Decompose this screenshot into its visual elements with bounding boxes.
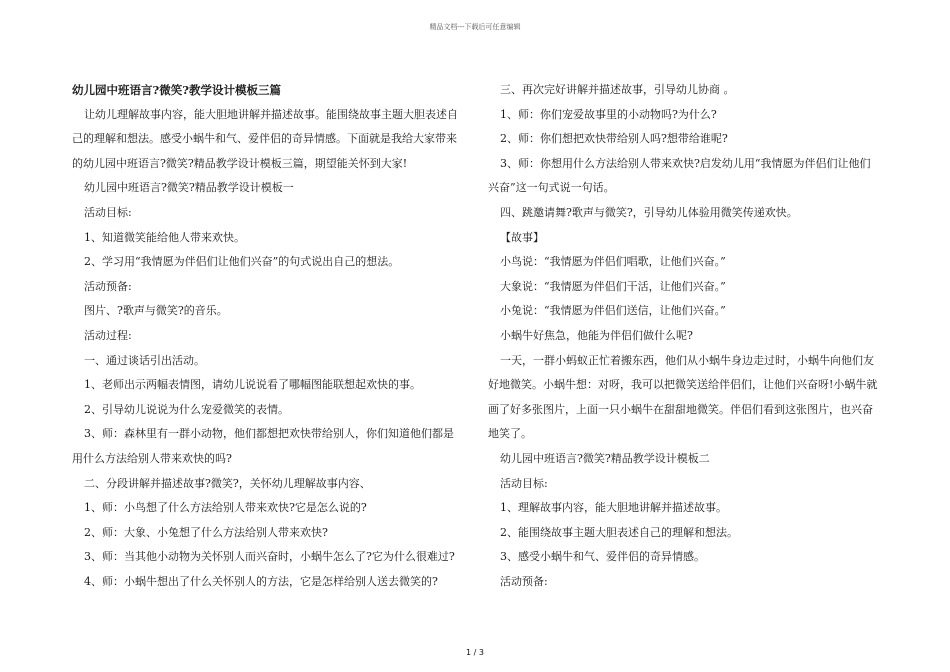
step-heading: 四、跳邀请舞?歌声与微笑?，引导幼儿体验用微笑传递欢快。 — [500, 205, 798, 219]
step-item: 2、引导幼儿说说为什么宠爱微笑的表情。 — [84, 402, 289, 416]
step-item: 1、师：小鸟想了什么方法给别人带来欢快?它是怎么说的? — [84, 501, 367, 515]
goals-label: 活动目标: — [500, 476, 548, 490]
step-heading: 二、分段讲解并描述故事?微笑?，关怀幼儿理解故事内容、 — [84, 476, 371, 490]
goal-item: 3、感受小蜗牛和气、爱伴侣的奇异情感。 — [500, 550, 705, 564]
page-number: 1 / 3 — [466, 648, 484, 657]
story-paragraph: 一天，一群小蚂蚁正忙着搬东西，他们从小蜗牛身边走过时，小蜗牛向他们友好地微笑。小蜗牛想：对呀，我可以把微笑送给伴侣们，让他们兴奋呀!小蜗牛就画了好多张图片，上面一只小蜗牛在甜甜地微笑。伴侣们看到这张图片，也兴奋地笑了。 — [488, 353, 878, 441]
prep-label: 活动预备: — [500, 574, 548, 588]
goal-item: 1、知道微笑能给他人带来欢快。 — [84, 230, 245, 244]
step-heading: 一、通过谈话引出活动。 — [84, 353, 205, 367]
right-column — [488, 78, 880, 594]
step-item: 4、师：小蜗牛想出了什么关怀别人的方法，它是怎样给别人送去微笑的? — [84, 574, 438, 588]
goals-label: 活动目标: — [84, 205, 132, 219]
document-title: 幼儿园中班语言?微笑?教学设计模板三篇 — [72, 83, 281, 97]
step-heading: 三、再次完好讲解并描述故事，引导幼儿协商 。 — [500, 83, 735, 96]
story-label: 【故事】 — [500, 230, 544, 244]
step-item: 2、师：你们想把欢快带给别人吗?想带给谁呢? — [500, 132, 728, 146]
step-item: 3、师：当其他小动物为关怀别人而兴奋时，小蜗牛怎么了?它为什么很难过? — [84, 550, 455, 564]
step-item: 3、师：你想用什么方法给别人带来欢快?启发幼儿用“我情愿为伴侣们让他们兴奋”这一句式说一句话。 — [488, 156, 871, 195]
process-label: 活动过程: — [84, 328, 132, 342]
story-line: 小鸟说：“我情愿为伴侣们唱歌，让他们兴奋。” — [500, 255, 726, 269]
template2-title: 幼儿园中班语言?微笑?精品教学设计模板二 — [500, 451, 710, 465]
template1-title: 幼儿园中班语言?微笑?精品教学设计模板一 — [84, 181, 294, 195]
step-item: 2、师：大象、小兔想了什么方法给别人带来欢快? — [84, 525, 328, 539]
step-item: 1、老师出示两幅表情图，请幼儿说说看了哪幅图能联想起欢快的事。 — [84, 378, 421, 392]
goal-item: 1、理解故事内容，能大胆地讲解并描述故事。 — [500, 501, 727, 515]
page-header-note: 精品文档---下载后可任意编辑 — [429, 23, 521, 31]
intro-paragraph: 让幼儿理解故事内容，能大胆地讲解并描述故事。能围绕故事主题大胆表述自己的理解和想法。感受小蜗牛和气、爱伴侣的奇异情感。下面就是我给大家带来的幼儿园中班语言?微笑?精品教学设计模板三篇，期望能关怀到大家! — [72, 107, 458, 170]
step-item: 1、师：你们宠爱故事里的小动物吗?为什么? — [500, 107, 717, 121]
story-line: 小蜗牛好焦急，他能为伴侣们做什么呢? — [500, 328, 693, 342]
story-line: 大象说：“我情愿为伴侣们干活，让他们兴奋。” — [500, 279, 726, 293]
goal-item: 2、学习用“我情愿为伴侣们让他们兴奋”的句式说出自己的想法。 — [84, 255, 400, 269]
goal-item: 2、能围绕故事主题大胆表述自己的理解和想法。 — [500, 525, 738, 539]
prep-label: 活动预备: — [84, 279, 132, 293]
story-line: 小兔说：“我情愿为伴侣们送信，让他们兴奋。” — [500, 304, 726, 318]
left-column — [72, 78, 460, 594]
prep-text: 图片、?歌声与微笑?的音乐。 — [84, 304, 228, 318]
step-item: 3、师：森林里有一群小动物，他们都想把欢快带给别人，你们知道他们都是用什么方法给别人带来欢快的吗? — [72, 427, 454, 465]
